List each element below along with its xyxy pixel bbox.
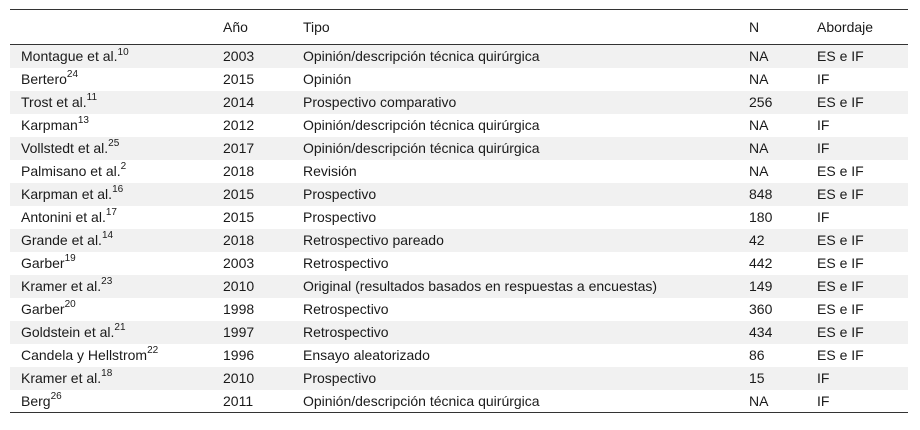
table-row: [10, 229, 908, 252]
cell-approach: ES e IF: [817, 324, 864, 340]
reference-number: 11: [86, 92, 98, 104]
cell-year: 2012: [223, 117, 255, 133]
cell-year: 2018: [223, 163, 255, 179]
author-name: Karpman: [21, 117, 78, 133]
cell-n: 256: [749, 94, 773, 110]
cell-type: Opinión/descripción técnica quirúrgica: [303, 390, 749, 413]
cell-author: [10, 68, 223, 91]
cell-approach: IF: [817, 390, 908, 413]
cell-type: Original (resultados basados en respuestas a encuestas): [303, 278, 658, 294]
cell-author: [10, 183, 223, 206]
author-name: Kramer et al.: [21, 370, 102, 386]
author-name: Bertero: [21, 71, 67, 87]
reference-number: 13: [77, 115, 89, 127]
cell-approach: ES e IF: [817, 48, 864, 65]
cell-approach: ES e IF: [817, 94, 864, 110]
reference-number: 19: [64, 253, 76, 265]
table-row: [10, 252, 908, 275]
cell-author: [10, 344, 223, 367]
cell-type: Opinión/descripción técnica quirúrgica: [303, 140, 540, 156]
reference-number: 22: [147, 345, 159, 357]
author-name: Palmisano et al.: [21, 163, 121, 179]
author-name: Berg: [21, 392, 51, 409]
cell-author: [10, 137, 223, 160]
cell-n: NA: [749, 390, 817, 413]
table-row: [10, 390, 908, 413]
cell-year: 2015: [223, 209, 255, 225]
cell-type: Retrospectivo pareado: [303, 232, 444, 248]
cell-n: 442: [749, 255, 773, 271]
table-row: [10, 183, 908, 206]
header-n: N: [749, 10, 817, 45]
cell-author: [10, 229, 223, 252]
cell-year: 2003: [223, 48, 255, 65]
cell-approach: IF: [817, 140, 830, 156]
reference-number: 14: [101, 230, 114, 242]
table-row: [10, 137, 908, 160]
header-author: [10, 10, 223, 45]
table-row: [10, 298, 908, 321]
cell-author: [10, 252, 223, 275]
cell-approach: IF: [817, 209, 830, 225]
table-body: [10, 45, 908, 413]
author-name: Kramer et al.: [21, 278, 102, 294]
cell-author: [10, 275, 223, 298]
reference-number: 10: [117, 46, 129, 58]
cell-year: 2015: [223, 71, 255, 87]
author-name: Antonini et al.: [21, 209, 106, 225]
cell-year: 1997: [223, 324, 255, 340]
cell-year: 2011: [223, 390, 303, 413]
table-row: [10, 114, 908, 137]
cell-n: NA: [749, 48, 769, 65]
author-name: Candela y Hellstrom: [21, 347, 148, 363]
cell-author: [10, 91, 223, 114]
author-name: Vollstedt et al.: [21, 140, 109, 156]
cell-n: NA: [749, 71, 769, 87]
studies-table: [10, 9, 908, 413]
cell-approach: ES e IF: [817, 301, 864, 317]
reference-number: 25: [108, 138, 120, 150]
cell-year: 2010: [223, 370, 255, 386]
cell-author: [10, 45, 223, 68]
cell-type: Prospectivo: [303, 370, 377, 386]
table-row: [10, 275, 908, 298]
cell-type: Revisión: [303, 163, 357, 179]
cell-n: 149: [749, 278, 773, 294]
author-name: Karpman et al.: [21, 186, 113, 202]
header-approach: Abordaje: [817, 10, 908, 45]
cell-approach: IF: [817, 117, 830, 133]
reference-number: 18: [101, 368, 113, 380]
author-name: Goldstein et al.: [21, 324, 115, 340]
table-row: [10, 321, 908, 344]
reference-number: 2: [120, 161, 127, 173]
cell-approach: IF: [817, 370, 830, 386]
header-type: Tipo: [303, 10, 749, 45]
cell-n: 434: [749, 324, 773, 340]
cell-n: NA: [749, 163, 769, 179]
cell-type: Prospectivo: [303, 186, 377, 202]
reference-number: 16: [112, 184, 124, 196]
cell-approach: ES e IF: [817, 255, 864, 271]
reference-number: 24: [66, 69, 79, 81]
table-row: [10, 91, 908, 114]
studies-table-container: [10, 9, 908, 413]
cell-n: 42: [749, 232, 765, 248]
cell-approach: IF: [817, 71, 830, 87]
cell-year: 2014: [223, 94, 255, 110]
cell-approach: ES e IF: [817, 163, 864, 179]
cell-n: NA: [749, 117, 769, 133]
cell-type: Opinión/descripción técnica quirúrgica: [303, 117, 540, 133]
cell-n: NA: [749, 140, 769, 156]
cell-type: Retrospectivo: [303, 301, 389, 317]
author-name: Grande et al.: [21, 232, 102, 248]
cell-year: 1996: [223, 347, 255, 363]
cell-type: Opinión: [303, 71, 352, 87]
table-header: [10, 10, 908, 45]
reference-number: 20: [64, 299, 76, 311]
author-name: Montague et al.: [21, 48, 118, 65]
cell-n: 180: [749, 209, 773, 225]
cell-author: [10, 114, 223, 137]
table-row: [10, 206, 908, 229]
table-row: [10, 68, 908, 91]
cell-year: 2018: [223, 232, 255, 248]
cell-author: [10, 390, 223, 413]
cell-approach: ES e IF: [817, 186, 864, 202]
reference-number: 23: [101, 276, 113, 288]
reference-number: 17: [105, 207, 117, 219]
cell-type: Prospectivo comparativo: [303, 94, 457, 110]
cell-author: [10, 321, 223, 344]
cell-author: [10, 367, 223, 390]
cell-author: [10, 160, 223, 183]
reference-number: 26: [50, 391, 62, 403]
cell-type: Retrospectivo: [303, 324, 389, 340]
cell-n: 360: [749, 301, 773, 317]
cell-type: Ensayo aleatorizado: [303, 347, 430, 363]
header-year: Año: [223, 10, 303, 45]
cell-author: [10, 298, 223, 321]
cell-approach: ES e IF: [817, 232, 864, 248]
cell-year: 1998: [223, 301, 255, 317]
header-row: [10, 10, 908, 45]
cell-type: Prospectivo: [303, 209, 377, 225]
cell-n: 848: [749, 186, 773, 202]
cell-approach: ES e IF: [817, 347, 864, 363]
author-name: Trost et al.: [21, 94, 87, 110]
cell-approach: ES e IF: [817, 278, 864, 294]
cell-author: [10, 206, 223, 229]
reference-number: 21: [114, 322, 126, 334]
cell-year: 2015: [223, 186, 255, 202]
cell-n: 15: [749, 370, 765, 386]
cell-n: 86: [749, 347, 765, 363]
table-row: [10, 45, 908, 68]
cell-type: Opinión/descripción técnica quirúrgica: [303, 48, 540, 65]
table-row: [10, 344, 908, 367]
cell-year: 2017: [223, 140, 255, 156]
table-row: [10, 367, 908, 390]
table-row: [10, 160, 908, 183]
cell-year: 2003: [223, 255, 255, 271]
author-name: Garber: [21, 255, 65, 271]
author-name: Garber: [21, 301, 65, 317]
cell-type: Retrospectivo: [303, 255, 389, 271]
cell-year: 2010: [223, 278, 255, 294]
